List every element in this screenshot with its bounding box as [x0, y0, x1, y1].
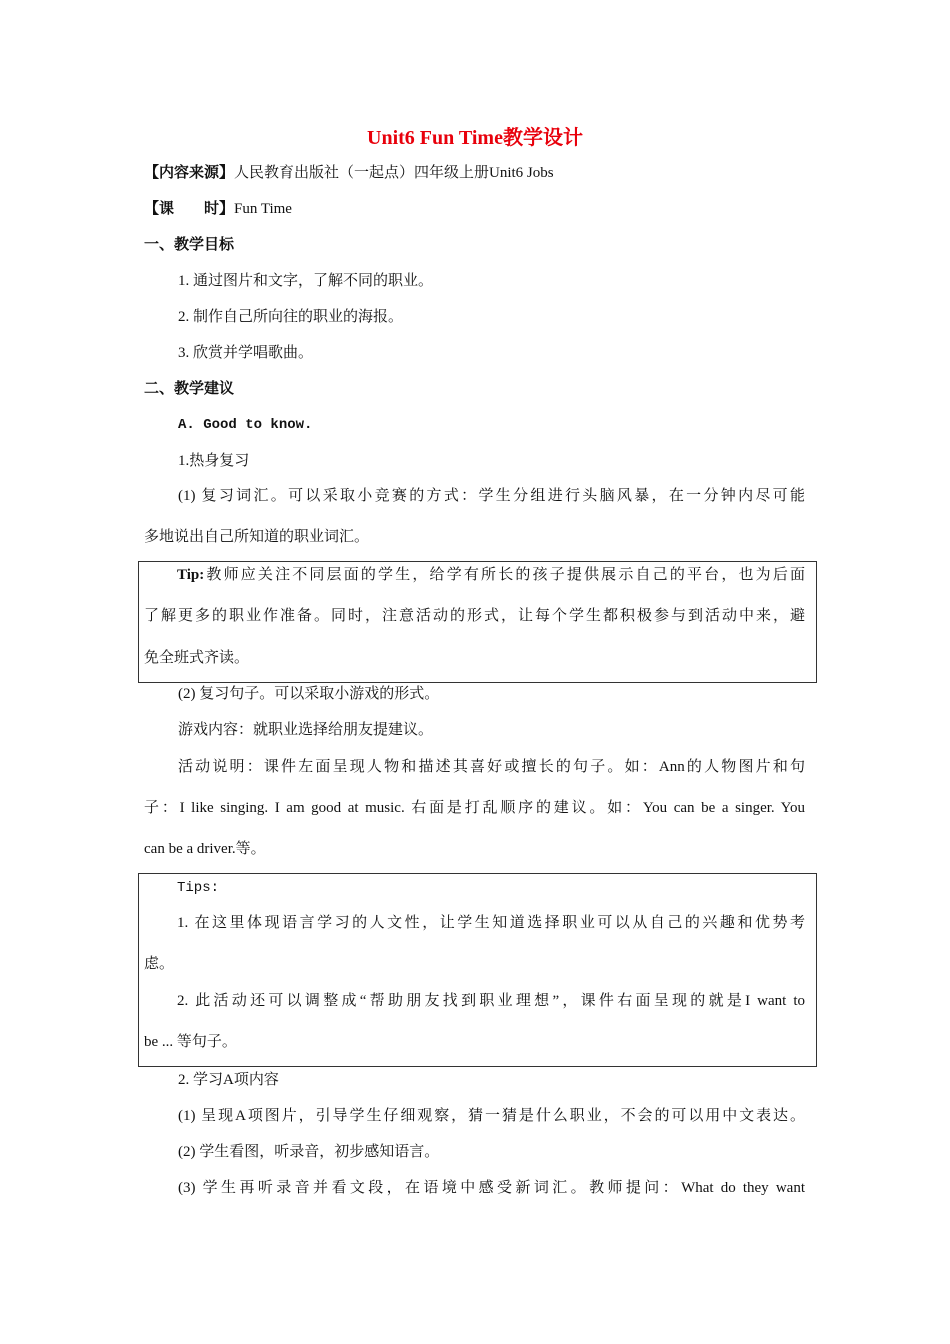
subsection-a-heading: A. Good to know.: [178, 417, 313, 433]
objective-item: 1. 通过图片和文字，了解不同的职业。: [178, 273, 434, 289]
content-source-label: 【内容来源】: [144, 165, 235, 181]
lesson-label: 【课 时】: [144, 201, 235, 217]
learn-a-heading: 2. 学习A项内容: [178, 1072, 279, 1088]
warmup-heading: 1.热身复习: [178, 453, 250, 469]
tip-line: 免全班式齐读。: [144, 650, 250, 666]
tips-item: 1. 在这里体现语言学习的人文性，让学生知道选择职业可以从自己的兴趣和优势考: [177, 915, 805, 931]
objective-item: 3. 欣赏并学唱歌曲。: [178, 345, 314, 361]
paragraph-sentence-review: (2) 复习句子。可以采取小游戏的形式。: [178, 686, 440, 702]
tips-label: Tips:: [177, 880, 220, 896]
content-source-text: 人民教育出版社（一起点）四年级上册Unit6 Jobs: [234, 165, 554, 181]
step-item: (2) 学生看图，听录音，初步感知语言。: [178, 1144, 440, 1160]
objective-item: 2. 制作自己所向往的职业的海报。: [178, 309, 404, 325]
paragraph-vocab-review-cont: 多地说出自己所知道的职业词汇。: [144, 529, 370, 545]
section2-heading: 二、教学建议: [144, 381, 235, 397]
lesson-text: Fun Time: [234, 201, 292, 217]
tip-text: 教师应关注不同层面的学生，给学有所长的孩子提供展示自己的平台，也为后面: [204, 567, 805, 583]
content-source-line: [144, 162, 554, 184]
step-item: (3) 学生再听录音并看文段，在语境中感受新词汇。教师提问：What do they want: [178, 1180, 805, 1196]
activity-description-end: can be a driver.等。: [144, 841, 266, 857]
document-title: Unit6 Fun Time教学设计: [367, 127, 583, 149]
paragraph-vocab-review: (1) 复习词汇。可以采取小竞赛的方式：学生分组进行头脑风暴，在一分钟内尽可能: [178, 488, 805, 504]
tips-item-cont: be ... 等句子。: [144, 1034, 237, 1050]
tip-line: 了解更多的职业作准备。同时，注意活动的形式，让每个学生都积极参与到活动中来，避: [144, 608, 805, 624]
activity-description: 活动说明：课件左面呈现人物和描述其喜好或擅长的句子。如：Ann的人物图片和句: [178, 759, 805, 775]
step-item: (1) 呈现A项图片，引导学生仔细观察，猜一猜是什么职业，不会的可以用中文表达。: [178, 1108, 805, 1124]
tip-line: [177, 564, 805, 586]
section1-heading: 一、教学目标: [144, 237, 235, 253]
lesson-line: [144, 198, 292, 220]
tips-item: 2. 此活动还可以调整成“帮助朋友找到职业理想”，课件右面呈现的就是I want to: [177, 993, 805, 1009]
tip-box: [138, 561, 817, 683]
tips-box: [138, 873, 817, 1067]
activity-description-cont: 子：I like singing. I am good at music. 右面是打乱顺序的建议。如：You can be a singer. You: [144, 800, 805, 816]
tips-item-cont: 虑。: [144, 956, 175, 972]
game-content: 游戏内容：就职业选择给朋友提建议。: [178, 722, 434, 738]
tip-label: Tip:: [177, 567, 205, 583]
